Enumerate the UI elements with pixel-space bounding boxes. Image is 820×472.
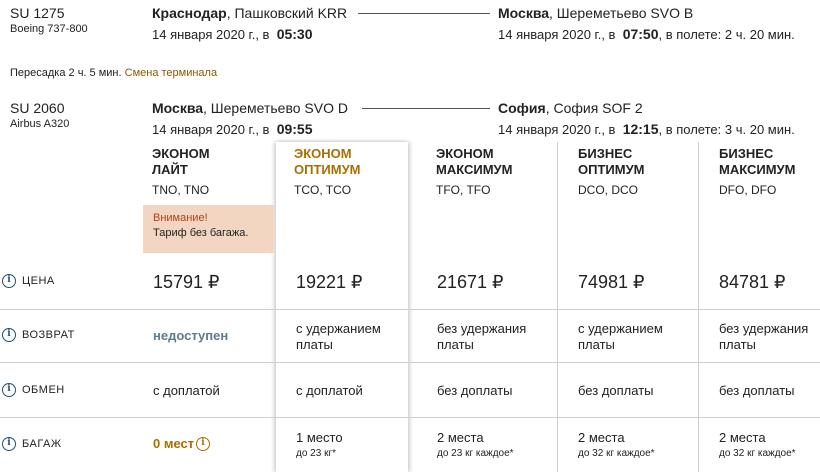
fare-name-line2: МАКСИМУМ xyxy=(719,162,796,177)
fare-name-line2: ЛАЙТ xyxy=(152,162,188,177)
row-divider xyxy=(0,417,820,418)
arrival-time-1 xyxy=(498,26,795,42)
exchange-eco-maximum: без доплаты xyxy=(437,383,513,398)
refund-line2: платы xyxy=(296,337,333,352)
refund-business-maximum xyxy=(719,321,808,353)
flight-duration: , в полете: 2 ч. 20 мин. xyxy=(658,27,795,42)
refund-line1: без удержания xyxy=(719,321,809,336)
baggage-weight: до 32 кг каждое* xyxy=(578,448,655,459)
baggage-business-maximum xyxy=(719,430,796,462)
fare-name-line1: ЭКОНОМ xyxy=(294,146,352,161)
refund-line2: платы xyxy=(578,337,615,352)
no-baggage-warning xyxy=(143,205,274,253)
transfer-text: Пересадка 2 ч. 5 мин. xyxy=(10,67,122,79)
arrival-time: 07:50 xyxy=(622,26,659,42)
fare-name-line1: БИЗНЕС xyxy=(719,146,774,161)
baggage-count: 2 места xyxy=(578,430,625,445)
warning-title: Внимание! xyxy=(153,212,208,224)
departure-city: Краснодар xyxy=(152,5,227,21)
route-line-2 xyxy=(362,108,490,109)
row-divider xyxy=(0,309,820,310)
fare-header-business-maximum[interactable] xyxy=(719,146,795,197)
fare-code: TFO, TFO xyxy=(436,183,491,197)
fare-code: DFO, DFO xyxy=(719,183,777,197)
departure-airport: , Шереметьево SVO D xyxy=(203,100,348,116)
price-eco-maximum[interactable]: 21671 ₽ xyxy=(437,272,504,292)
route-line-1 xyxy=(358,13,490,14)
arrival-1 xyxy=(498,5,693,21)
column-divider xyxy=(557,142,558,472)
departure-time: 05:30 xyxy=(276,26,313,42)
fare-code: TCO, TCO xyxy=(294,183,352,197)
warning-text: Тариф без багажа. xyxy=(153,227,249,239)
arrival-city: Москва xyxy=(498,5,550,21)
flight-duration: , в полете: 3 ч. 20 мин. xyxy=(658,122,795,137)
fare-name-line2: МАКСИМУМ xyxy=(436,162,513,177)
exchange-business-maximum: без доплаты xyxy=(719,383,795,398)
fare-header-business-optimum[interactable] xyxy=(578,146,645,197)
baggage-eco-lite xyxy=(153,436,194,452)
departure-2 xyxy=(152,100,348,116)
row-label-price: ЦЕНА xyxy=(22,275,55,287)
arrival-airport: , Шереметьево SVO B xyxy=(549,5,694,21)
fare-name-line2: ОПТИМУМ xyxy=(294,162,361,177)
arrival-time: 12:15 xyxy=(622,121,659,137)
arrival-date: 14 января 2020 г., в xyxy=(498,122,616,137)
departure-date: 14 января 2020 г., в xyxy=(152,27,270,42)
row-label-exchange: ОБМЕН xyxy=(22,384,65,396)
fare-name-line1: БИЗНЕС xyxy=(578,146,633,161)
exchange-business-optimum: без доплаты xyxy=(578,383,654,398)
info-icon[interactable]: i xyxy=(2,383,16,397)
price-business-maximum[interactable]: 84781 ₽ xyxy=(719,272,786,292)
baggage-count: 2 места xyxy=(437,430,484,445)
departure-city: Москва xyxy=(152,100,204,116)
refund-eco-optimum xyxy=(296,321,381,353)
refund-line1: без удержания xyxy=(437,321,527,336)
departure-1 xyxy=(152,5,347,21)
refund-eco-lite: недоступен xyxy=(153,328,229,343)
fare-header-eco-optimum[interactable] xyxy=(294,146,361,197)
refund-line1: с удержанием xyxy=(296,321,381,336)
arrival-date: 14 января 2020 г., в xyxy=(498,27,616,42)
refund-line2: платы xyxy=(437,337,474,352)
baggage-count: 1 место xyxy=(296,430,343,445)
refund-business-optimum xyxy=(578,321,663,353)
fare-name-line2: ОПТИМУМ xyxy=(578,162,645,177)
info-icon[interactable]: i xyxy=(196,437,210,451)
baggage-weight: до 23 кг каждое* xyxy=(437,448,514,459)
price-eco-lite[interactable]: 15791 ₽ xyxy=(153,272,220,292)
exchange-eco-lite: с доплатой xyxy=(153,383,220,398)
fare-code: TNO, TNO xyxy=(152,183,210,197)
price-eco-optimum[interactable]: 19221 ₽ xyxy=(296,272,363,292)
exchange-eco-optimum: с доплатой xyxy=(296,383,363,398)
arrival-airport: , София SOF 2 xyxy=(545,100,643,116)
refund-line2: платы xyxy=(719,337,756,352)
departure-time: 09:55 xyxy=(276,121,313,137)
info-icon[interactable]: i xyxy=(2,274,16,288)
baggage-weight: до 23 кг* xyxy=(296,448,336,459)
aircraft-1: Boeing 737-800 xyxy=(10,23,88,35)
transfer-info xyxy=(10,67,217,79)
baggage-business-optimum xyxy=(578,430,655,462)
info-icon[interactable]: i xyxy=(2,328,16,342)
fare-name-line1: ЭКОНОМ xyxy=(436,146,494,161)
departure-time-1 xyxy=(152,26,313,42)
fare-header-eco-lite[interactable] xyxy=(152,146,210,197)
flight-number-1: SU 1275 xyxy=(10,5,65,21)
refund-eco-maximum xyxy=(437,321,526,353)
fare-name-line1: ЭКОНОМ xyxy=(152,146,210,161)
baggage-count: 2 места xyxy=(719,430,766,445)
baggage-weight: до 32 кг каждое* xyxy=(719,448,796,459)
baggage-eco-optimum xyxy=(296,430,343,462)
terminal-change-warning: Смена терминала xyxy=(124,67,218,79)
aircraft-2: Airbus A320 xyxy=(10,118,70,130)
row-label-baggage: БАГАЖ xyxy=(22,438,62,450)
arrival-time-2 xyxy=(498,121,795,137)
departure-date: 14 января 2020 г., в xyxy=(152,122,270,137)
arrival-city: София xyxy=(498,100,546,116)
baggage-eco-maximum xyxy=(437,430,514,462)
departure-airport: , Пашковский KRR xyxy=(226,5,348,21)
fare-header-eco-maximum[interactable] xyxy=(436,146,512,197)
refund-line1: с удержанием xyxy=(578,321,663,336)
arrival-2 xyxy=(498,100,643,116)
row-divider xyxy=(0,362,820,363)
info-icon[interactable]: i xyxy=(2,437,16,451)
flight-number-2: SU 2060 xyxy=(10,100,65,116)
price-business-optimum[interactable]: 74981 ₽ xyxy=(578,272,645,292)
departure-time-2 xyxy=(152,121,313,137)
fare-code: DCO, DCO xyxy=(578,183,638,197)
baggage-count: 0 мест xyxy=(153,436,195,451)
row-label-refund: ВОЗВРАТ xyxy=(22,329,75,341)
column-divider xyxy=(698,142,699,472)
